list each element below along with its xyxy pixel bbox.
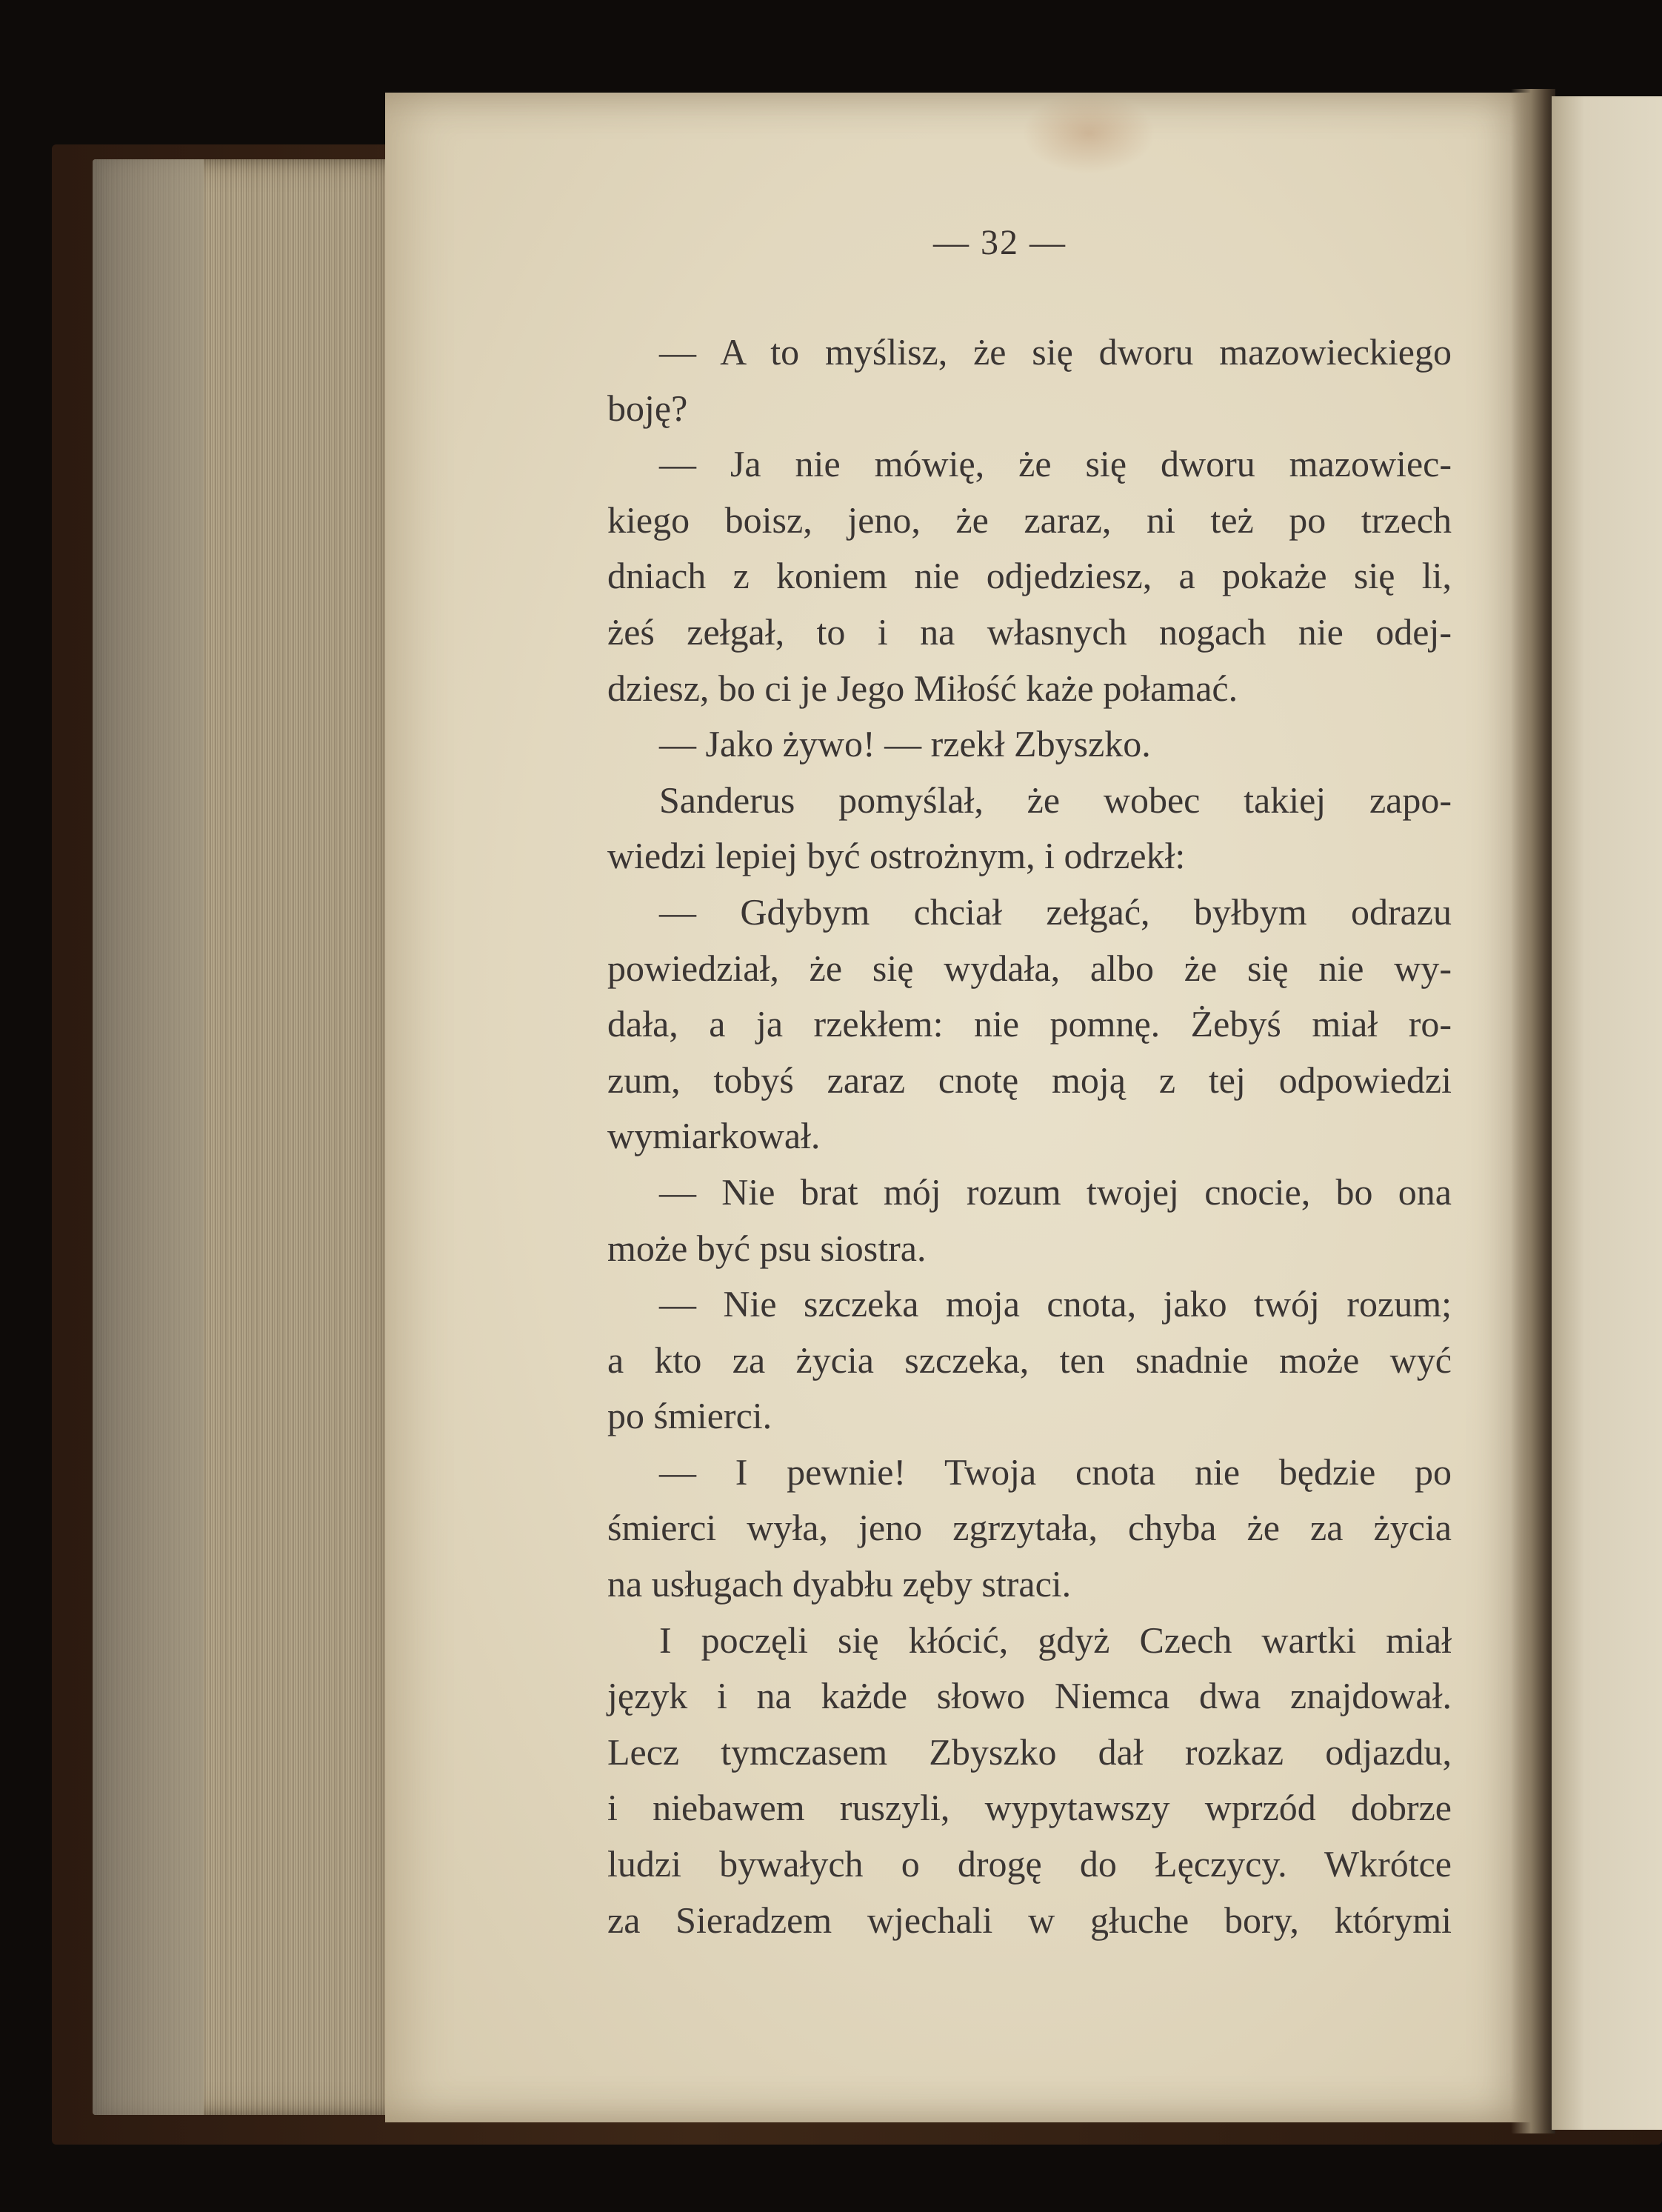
text-line: i niebawem ruszyli, wypytawszy wprzód dobrze: [607, 1787, 1452, 1829]
text-line: wiedzi lepiej być ostrożnym, i odrzekł:: [607, 835, 1186, 877]
book-gutter: [1511, 89, 1555, 2133]
page-text: [607, 324, 1452, 1948]
text-line: dała, a ja rzekłem: nie pomnę. Żebyś miał ro-: [607, 1003, 1452, 1045]
text-line: śmierci wyła, jeno zgrzytała, chyba że za życia: [607, 1507, 1452, 1549]
page-edges-shadow: [93, 159, 204, 2115]
text-line: — Gdybym chciał zełgać, byłbym odrazu: [659, 890, 1452, 933]
text-line: wymiarkował.: [607, 1115, 821, 1157]
text-line: — A to myślisz, że się dworu mazowieckiego: [659, 331, 1452, 373]
text-line: dniach z koniem nie odjedziesz, a pokaże się li,: [607, 555, 1452, 597]
text-line: — Nie szczeka moja cnota, jako twój rozum;: [659, 1283, 1452, 1325]
facing-page-edge: [1552, 96, 1662, 2130]
text-line: dziesz, bo ci je Jego Miłość każe połamać.: [607, 667, 1238, 709]
text-line: a kto za życia szczeka, ten snadnie może wyć: [607, 1339, 1452, 1381]
text-line: ludzi bywałych o drogę do Łęczycy. Wkrótce: [607, 1843, 1452, 1885]
text-line: powiedział, że się wydała, albo że się nie wy-: [607, 947, 1452, 989]
text-line: boję?: [607, 387, 688, 429]
text-line: język i na każde słowo Niemca dwa znajdował.: [607, 1675, 1452, 1717]
text-line: I poczęli się kłócić, gdyż Czech wartki miał: [659, 1619, 1452, 1661]
text-line: Lecz tymczasem Zbyszko dał rozkaz odjazdu,: [607, 1730, 1452, 1773]
text-line: — Jako żywo! — rzekł Zbyszko.: [659, 723, 1151, 765]
text-line: na usługach dyabłu zęby straci.: [607, 1563, 1072, 1605]
text-line: kiego boisz, jeno, że zaraz, ni też po trzech: [607, 499, 1452, 541]
paper-stain: [1022, 93, 1155, 174]
text-line: może być psu siostra.: [607, 1227, 927, 1269]
text-line: za Sieradzem wjechali w głuche bory, którymi: [607, 1899, 1452, 1941]
text-line: — Nie brat mój rozum twojej cnocie, bo ona: [659, 1170, 1452, 1213]
text-line: — Ja nie mówię, że się dworu mazowiec-: [659, 443, 1452, 485]
text-line: — I pewnie! Twoja cnota nie będzie po: [659, 1450, 1452, 1493]
text-line: zum, tobyś zaraz cnotę moją z tej odpowiedzi: [607, 1059, 1452, 1101]
text-line: po śmierci.: [607, 1395, 772, 1437]
page-number: — 32 —: [933, 223, 1067, 262]
text-line: Sanderus pomyślał, że wobec takiej zapo-: [659, 779, 1452, 821]
text-line: żeś zełgał, to i na własnych nogach nie odej-: [607, 610, 1452, 653]
